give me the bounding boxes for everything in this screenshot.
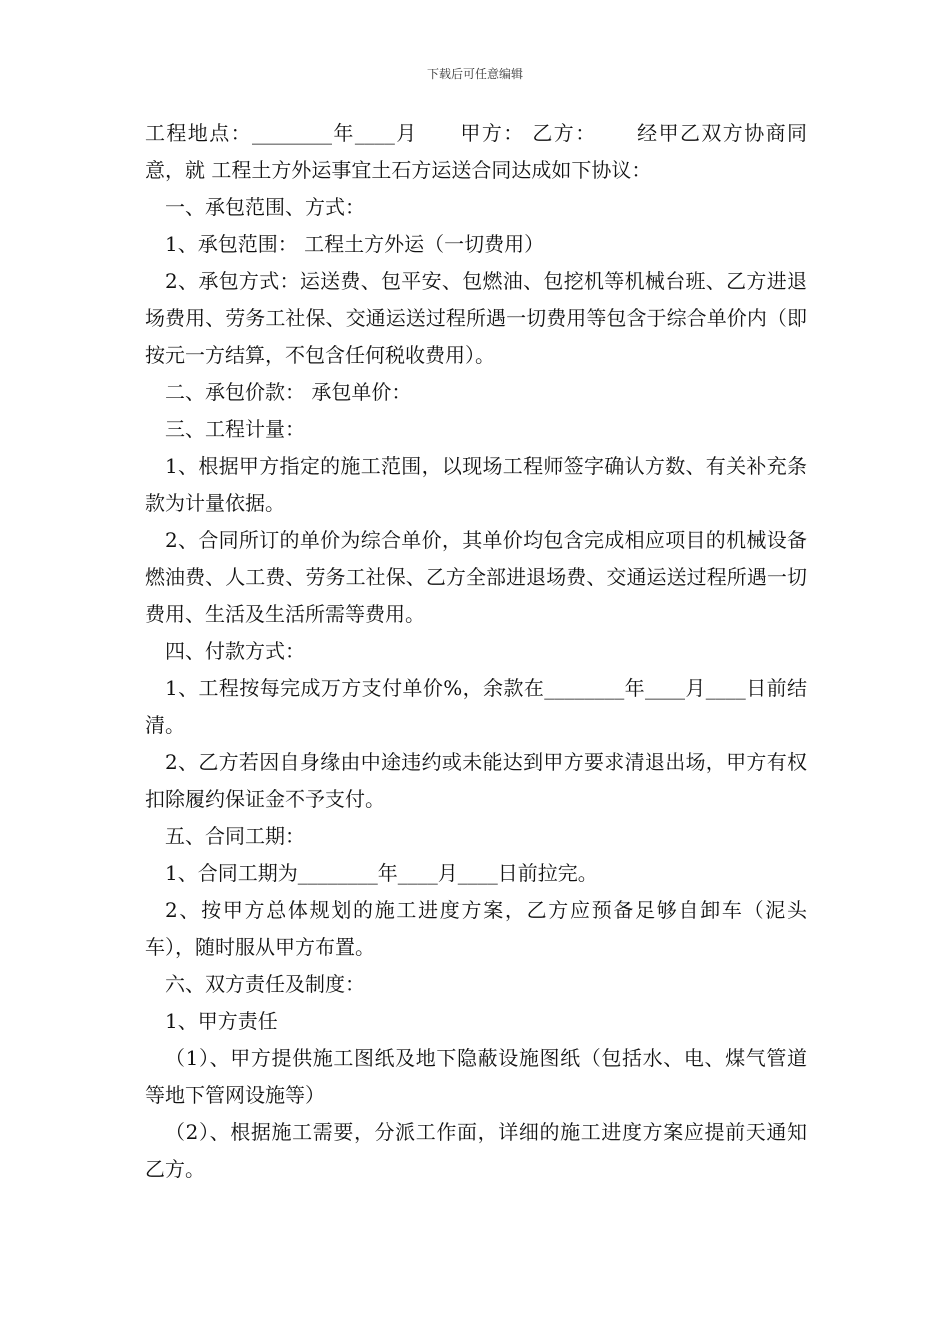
section-heading-price: 二、承包价款： 承包单价： — [165, 380, 412, 404]
page-header-note: 下载后可任意编辑 — [426, 67, 523, 81]
clause-measurement-basis: 1、根据甲方指定的施工范围，以现场工程师签字确认方数、有关补充条款为计量依据。 — [145, 454, 807, 515]
clause-scope: 1、承包范围： 工程土方外运（一切费用） — [165, 232, 545, 256]
section-heading-measurement: 三、工程计量： — [165, 417, 305, 441]
clause-period-trucks: 2、按甲方总体规划的施工进度方案，乙方应预备足够自卸车（泥头车），随时服从甲方布置。 — [145, 898, 807, 959]
document-body — [145, 115, 807, 1188]
paragraph-intro: 工程地点：________年____月 甲方： 乙方： 经甲乙双方协商同意，就 工程土方外运事宜土石方运送合同达成如下协议： — [145, 121, 807, 182]
section-heading-responsibilities: 六、双方责任及制度： — [165, 972, 365, 996]
clause-period-deadline: 1、合同工期为________年____月____日前拉完。 — [165, 861, 598, 885]
section-heading-scope: 一、承包范围、方式： — [165, 195, 365, 219]
clause-method: 2、承包方式：运送费、包平安、包燃油、包挖机等机械台班、乙方进退场费用、劳务工社保、交通运送过程所遇一切费用等包含于综合单价内（即按元一方结算，不包含任何税收费用）。 — [145, 269, 807, 367]
clause-party-a-item-2: （2）、根据施工需要，分派工作面，详细的施工进度方案应提前天通知乙方。 — [145, 1120, 807, 1181]
clause-party-a-item-1: （1）、甲方提供施工图纸及地下隐蔽设施图纸（包括水、电、煤气管道等地下管网设施等） — [145, 1046, 807, 1107]
clause-payment-default: 2、乙方若因自身缘由中途违约或未能达到甲方要求清退出场，甲方有权扣除履约保证金不予支付。 — [145, 750, 807, 811]
section-heading-payment: 四、付款方式： — [165, 639, 305, 663]
section-heading-period: 五、合同工期： — [165, 824, 305, 848]
clause-unit-price: 2、合同所订的单价为综合单价，其单价均包含完成相应项目的机械设备燃油费、人工费、劳务工社保、乙方全部进退场费、交通运送过程所遇一切费用、生活及生活所需等费用。 — [145, 528, 807, 626]
clause-party-a-heading: 1、甲方责任 — [165, 1009, 278, 1033]
clause-payment-schedule: 1、工程按每完成万方支付单价%，余款在________年____月____日前结清。 — [145, 676, 807, 737]
